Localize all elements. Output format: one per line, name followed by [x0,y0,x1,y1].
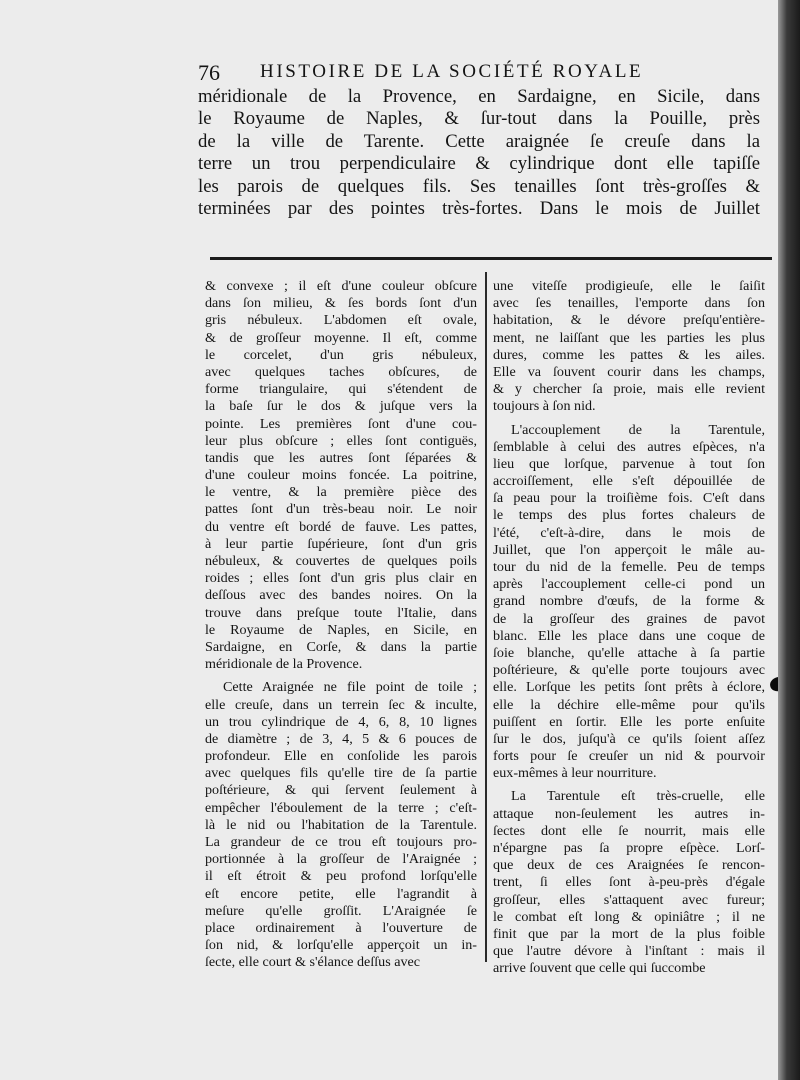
text-line: ſemblable à celui des autres eſpèces, n'a [493,438,765,455]
text-line: arrive ſouvent que celle qui ſuccombe [493,960,706,977]
text-line: avec quelques fils qu'elle tire de ſa partie [205,765,477,782]
text-line: du ventre eſt bordé de fauve. Les pattes, [205,518,477,535]
text-line: deſſous avec des bandes noires. On la [205,587,477,604]
text-line: de diamètre ; de 3, 4, 5 & 6 pouces de [205,730,477,747]
text-line: dures, comme les pattes & les ailes. [493,346,765,363]
text-line: il eſt étroit & peu profond lorſqu'elle [205,868,477,885]
text-line: n'épargne pas ſa propre eſpèce. Lorſ- [493,840,765,856]
text-line: forts pour ſe creuſer un nid & pourvoir [493,748,765,765]
text-line: profondeur. Elle en conſolide les parois [205,748,477,765]
text-line: dans ſon milieu, & ſes bords ſont d'un [205,295,477,312]
text-line: L'accouplement de la Tarentule, [511,421,765,438]
text-line: elle. Lorſque les petits ſont prêts à éclore, [493,679,765,696]
page-number: 76 [198,60,220,85]
text-line: roides ; elles ſont d'un gris plus clair en [205,570,477,587]
horizontal-rule [210,257,772,260]
text-line: ment, ne laiſſant que les parties les plus [493,329,765,346]
text-line: Sardaigne, en Corſe, & dans la partie [205,638,477,655]
text-line: tour du nid de la femelle. Peu de temps [493,559,765,575]
text-line: finit que par la mort de la plus foible [493,925,765,942]
text-line: tandis que les autres ſont ſéparées & [205,449,477,466]
text-line: Juillet, que l'on apperçoit le mâle au- [493,541,765,558]
text-line: eux-mêmes à leur nourriture. [493,765,657,782]
text-line: ſa peau pour la troiſième fois. C'eſt dans [493,490,765,507]
text-line: le Royaume de Naples, en Sicile, en [205,621,477,638]
text-line: lieu que lorſque, parvenue à tout ſon [493,455,765,472]
text-line: elle la déchire elle-même pour qu'ils [493,696,765,713]
text-line: gris nébuleux. L'abdomen eſt ovale, [205,312,477,329]
text-line: un trou cylindrique de 4, 6, 8, 10 lignes [205,713,477,730]
text-line: ſoie blanche, qu'elle attache à ſa partie [493,644,765,661]
text-line: là le nid ou l'habitation de la Tarentule. [205,816,477,833]
text-line: poſtérieure, & qui ſervent ſeulement à [205,782,477,799]
text-line: empêcher l'éboulement de la terre ; c'eſt- [205,799,477,816]
text-line: de la groſſeur des graines de pavot [493,610,765,627]
text-line: elle creuſe, dans un terrein ſec & inculte, [205,696,477,713]
text-line: le corcelet, d'un gris nébuleux, [205,346,477,363]
text-line: eſt encore petite, elle l'agrandit à [205,885,477,902]
text-line: avec quelques taches obſcures, de [205,363,477,380]
top-paragraph [198,86,760,220]
text-line: puiſſent en ſortir. Elle les porte enſuite [493,713,765,730]
text-line: habitation, & le dévore preſqu'entière- [493,312,765,329]
text-line: blanc. Elle les place dans une coque de [493,627,765,644]
text-line: ſur le dos, juſqu'à ce qu'ils ſoient aſſez [493,730,765,747]
text-line: pattes ſont d'un très-beau noir. Le noir [205,501,477,518]
running-title: HISTOIRE DE LA SOCIÉTÉ ROYALE [260,61,644,82]
text-line: avec ſes tenailles, l'emporte dans ſon [493,295,765,312]
text-line: nébuleux, & couvertes de quelques poils [205,553,477,569]
text-line: & convexe ; il eſt d'une couleur obſcure [205,278,477,294]
text-line: le temps des plus fortes chaleurs de [493,507,765,524]
text-line: le ventre, & la première pièce des [205,484,477,501]
text-line: trent, ſi elles ſont à-peu-près d'égale [493,874,765,891]
text-line: forme triangulaire, qui s'étendent de [205,381,477,398]
text-line: toujours à ſon nid. [493,398,596,415]
text-line: après l'accouplement celle-ci pond un [493,576,765,593]
text-line: ſecte, elle court & s'élance deſſus avec [205,954,421,971]
column-divider [485,272,487,962]
text-line: une viteſſe prodigieuſe, elle le ſaiſit [493,278,765,294]
text-line: accroiſſement, elle s'eſt dépouillée de [493,473,765,490]
left-column [205,278,477,972]
text-line: méridionale de la Provence. [205,656,363,673]
text-line: meſure qu'elle groſſit. L'Araignée ſe [205,902,477,919]
text-line: la baſe ſur le dos & juſque vers la [205,398,477,415]
text-line: terminées par des pointes très-fortes. Dans le mois de Juillet [198,197,760,219]
text-line: & de groſſeur moyenne. Il eſt, comme [205,329,477,346]
text-line: de la ville de Tarente. Cette araignée ſe creuſe dans la [198,130,760,152]
text-line: ſon nid, & lorſqu'elle apperçoit un in- [205,937,477,954]
text-line: pointe. Les premières ſont d'une cou- [205,415,477,432]
book-edge-shadow [778,0,800,1080]
text-line: place ordinairement à l'ouverture de [205,919,477,936]
text-line: à leur partie ſupérieure, ſont d'un gris [205,535,477,552]
text-line: Cette Araignée ne file point de toile ; [223,679,477,696]
text-line: groſſeur, elles s'attaquent avec fureur; [493,891,765,908]
text-line: que deux de ces Araignées ſe rencon- [493,857,765,874]
text-line: les parois de quelques fils. Ses tenailles ſont très-groſſes & [198,175,760,197]
text-line: La grandeur de ce trou eſt toujours pro- [205,834,477,850]
text-line: le combat eſt long & opiniâtre ; il ne [493,908,765,925]
text-line: que l'autre dévore à l'inſtant : mais il [493,943,765,960]
text-line: terre un trou perpendiculaire & cylindrique dont elle tapiſſe [198,153,760,175]
text-line: portionnée à la groſſeur de l'Araignée ; [205,851,477,868]
text-line: d'une couleur moins foncée. La poitrine, [205,467,477,484]
text-line: trouve dans preſque toute l'Italie, dans [205,604,477,621]
text-line: le Royaume de Naples, & ſur-tout dans la Pouille, près [198,108,760,130]
right-column [493,278,765,978]
text-line: attaque non-ſeulement les autres in- [493,805,765,822]
text-line: poſtérieure, & qu'elle porte toujours avec [493,662,765,679]
text-line: La Tarentule eſt très-cruelle, elle [511,788,765,805]
text-line: l'été, c'eſt-à-dire, dans le mois de [493,524,765,541]
text-line: méridionale de la Provence, en Sardaigne, en Sicile, dans [198,86,760,107]
text-line: grand nombre d'œufs, de la forme & [493,593,765,610]
text-line: leur plus obſcure ; elles ſont contiguës, [205,432,477,449]
text-line: Elle va ſouvent courir dans les champs, [493,363,765,380]
text-line: ſectes dont elle ſe nourrit, mais elle [493,822,765,839]
page-header [198,58,758,88]
text-line: & y chercher ſa proie, mais elle revient [493,381,765,398]
